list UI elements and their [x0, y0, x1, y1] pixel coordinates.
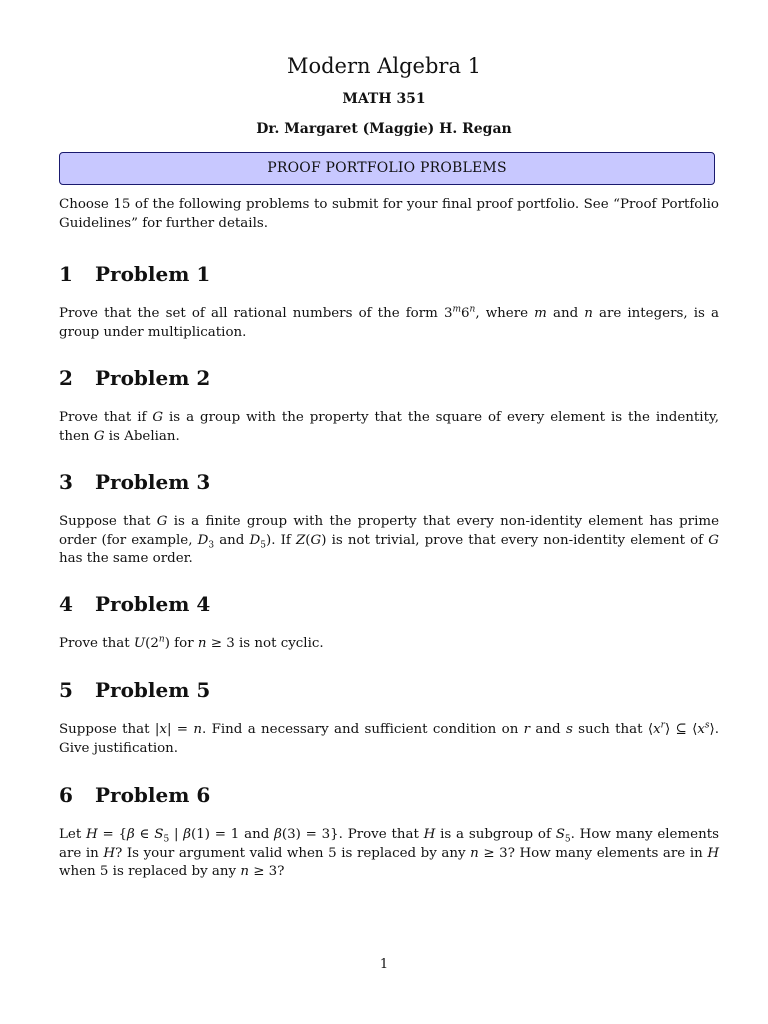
statement-text: , where — [475, 306, 535, 321]
statement-text: ⟩ ⊆ ⟨ — [664, 722, 698, 737]
math-subscript: 5 — [163, 834, 170, 845]
statement-text: and — [530, 722, 566, 737]
statement-text: 6 — [461, 306, 470, 321]
math-symbol: G — [93, 428, 105, 444]
statement-text: and — [214, 532, 250, 548]
math-symbol: β — [127, 827, 135, 842]
problem-statement-1 — [59, 305, 719, 342]
statement-text: ∈ — [134, 827, 155, 842]
statement-text: is Abelian. — [104, 428, 180, 444]
math-symbol: G — [152, 410, 164, 425]
statement-text: Let — [59, 827, 86, 842]
math-symbol: n — [469, 304, 476, 315]
problem-title: Problem 1 — [95, 262, 211, 286]
math-symbol: β — [183, 827, 192, 842]
math-symbol: G — [310, 532, 322, 548]
problem-number: 6 — [59, 783, 73, 807]
statement-text: . How many elements are in — [59, 827, 719, 861]
math-symbol: S — [154, 827, 164, 842]
math-symbol: D — [249, 532, 261, 548]
math-symbol: Z — [295, 532, 306, 548]
problem-heading-3 — [59, 469, 719, 495]
math-symbol: D — [197, 532, 209, 548]
statement-text: ≥ 3? — [248, 864, 285, 879]
statement-text: = { — [97, 827, 128, 842]
statement-text: Suppose that — [59, 514, 157, 529]
statement-text: are integers, is a group under multiplication. — [59, 306, 719, 340]
problem-statement-5 — [59, 721, 719, 758]
math-symbol: G — [708, 532, 719, 548]
math-symbol: H — [86, 827, 98, 842]
statement-text: Prove that — [59, 636, 134, 651]
math-symbol: U — [133, 636, 146, 651]
problem-statement-3 — [59, 513, 719, 569]
math-symbol: n — [470, 845, 479, 861]
math-symbol: x — [697, 722, 705, 737]
math-symbol: H — [103, 845, 116, 861]
problem-section-3 — [59, 469, 719, 569]
math-subscript: 3 — [208, 540, 215, 551]
math-symbol: n — [240, 864, 249, 879]
problem-section-4 — [59, 591, 719, 654]
math-symbol: r — [660, 720, 665, 731]
problem-section-2 — [59, 365, 719, 446]
problem-section-1 — [59, 261, 719, 342]
math-symbol: n — [584, 306, 593, 321]
author-name: Dr. Margaret (Maggie) H. Regan — [256, 121, 512, 137]
statement-text: (3) = 3}. Prove that — [281, 827, 424, 842]
statement-text: | — [169, 827, 184, 842]
math-symbol: S — [555, 827, 565, 842]
statement-text: is a group with the property that the square of every element is the indentity, then — [59, 410, 720, 444]
math-symbol: H — [707, 845, 719, 861]
problem-statement-4 — [59, 635, 719, 654]
problem-number: 1 — [59, 262, 73, 286]
portfolio-banner: PROOF PORTFOLIO PROBLEMS — [59, 152, 715, 185]
problem-number: 2 — [59, 366, 73, 390]
problem-title: Problem 2 — [95, 366, 211, 390]
statement-text: ≥ 3 is not cyclic. — [206, 636, 324, 651]
statement-text: and — [546, 306, 585, 321]
course-code: MATH 351 — [342, 91, 426, 107]
statement-text: | = — [166, 722, 194, 737]
statement-text: Prove that if — [59, 410, 153, 425]
math-symbol: n — [158, 634, 165, 645]
intro-paragraph: Choose 15 of the following problems to submit for your final proof portfolio. See “Proof Portfolio Guidelines” for further details. — [59, 197, 719, 231]
problem-heading-1 — [59, 261, 719, 287]
math-symbol: β — [274, 827, 282, 842]
problem-title: Problem 4 — [95, 592, 211, 616]
statement-text: ) is not trivial, prove that every non-identity element of — [321, 532, 709, 548]
statement-text: ( — [305, 532, 311, 548]
problem-heading-2 — [59, 365, 719, 391]
problem-title: Problem 3 — [95, 470, 211, 494]
problem-heading-5 — [59, 677, 719, 703]
document-header — [0, 52, 768, 138]
math-symbol: m — [534, 306, 547, 321]
math-symbol: n — [197, 636, 207, 651]
math-symbol: s — [704, 720, 710, 731]
statement-text: is a subgroup of — [435, 827, 556, 842]
statement-text: Suppose that | — [59, 722, 160, 737]
statement-text: ≥ 3? How many elements are in — [478, 845, 708, 861]
problem-heading-4 — [59, 591, 719, 617]
statement-text: ) for — [164, 636, 198, 651]
problem-heading-6 — [59, 782, 719, 808]
statement-text: (2 — [145, 636, 159, 651]
statement-text: when 5 is replaced by any — [59, 864, 241, 879]
statement-text: is a finite group with the property that every non-identity element has prime order (for example, — [59, 514, 719, 548]
math-symbol: G — [156, 514, 168, 529]
page-number: 1 — [379, 957, 389, 972]
math-symbol: x — [653, 722, 661, 737]
problem-number: 5 — [59, 678, 73, 702]
math-symbol: s — [565, 722, 573, 737]
statement-text: . Find a necessary and sufficient condition on — [201, 722, 524, 737]
problem-statement-2 — [59, 409, 719, 446]
problem-title: Problem 6 — [95, 783, 211, 807]
document-title: Modern Algebra 1 — [286, 54, 482, 78]
problem-section-5 — [59, 677, 719, 758]
statement-text: ? Is your argument valid when 5 is replaced by any — [115, 845, 471, 861]
math-symbol: n — [193, 722, 202, 737]
math-symbol: r — [523, 722, 531, 737]
problem-statement-6 — [59, 826, 719, 882]
math-symbol: H — [423, 827, 436, 842]
problem-title: Problem 5 — [95, 678, 211, 702]
statement-text: ). If — [265, 532, 296, 548]
math-subscript: 5 — [260, 540, 266, 551]
statement-text: has the same order. — [59, 551, 193, 566]
problem-section-6 — [59, 782, 719, 882]
problem-number: 3 — [59, 470, 73, 494]
problem-number: 4 — [59, 592, 73, 616]
statement-text: ⟩. Give justification. — [59, 722, 719, 756]
math-symbol: m — [452, 304, 462, 315]
statement-text: (1) = 1 and — [191, 827, 275, 842]
math-symbol: x — [159, 722, 167, 737]
math-subscript: 5 — [564, 834, 571, 845]
statement-text: Prove that the set of all rational numbers of the form 3 — [59, 306, 453, 321]
statement-text: such that ⟨ — [572, 722, 654, 737]
